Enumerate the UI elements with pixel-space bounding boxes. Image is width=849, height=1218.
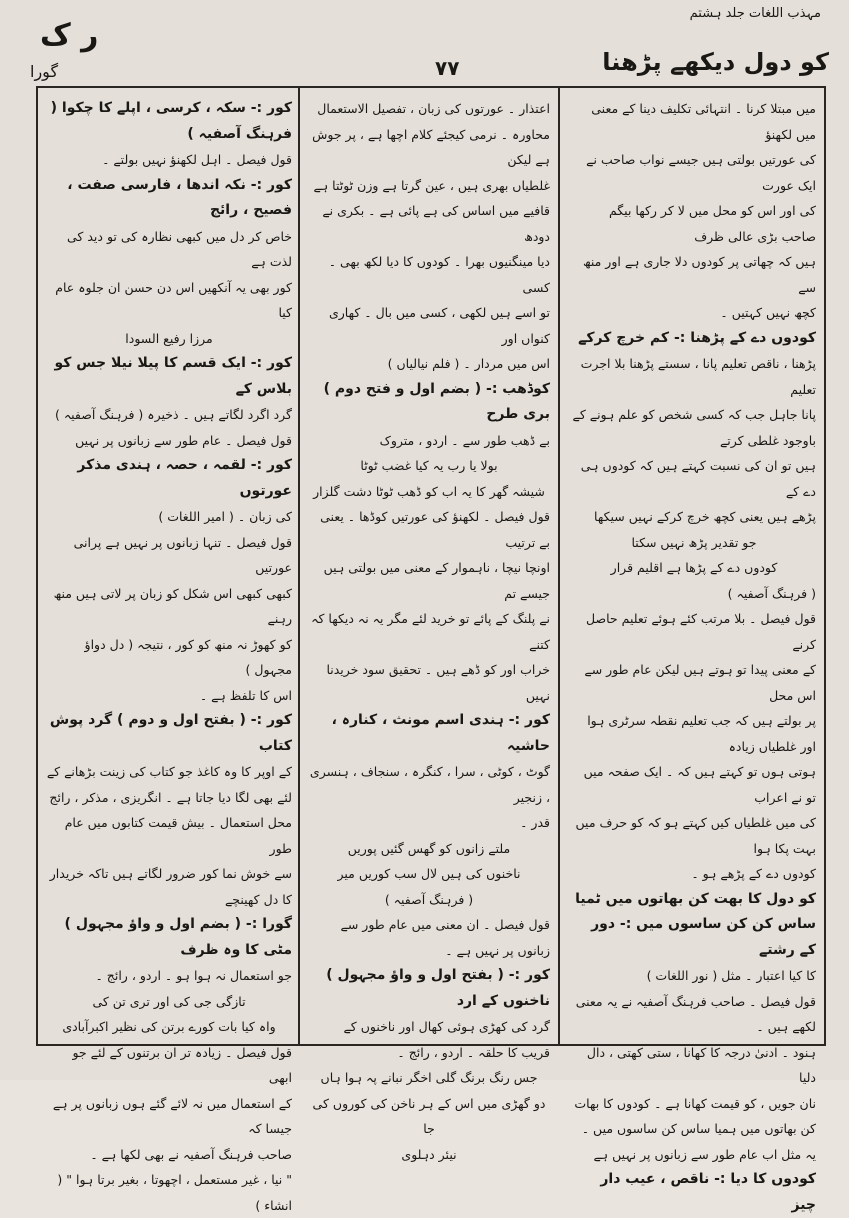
text-line: ہوتی ہوں تو کہتے ہیں کہ ۔ ایک صفحہ میں تو نے اعراب xyxy=(583,764,816,805)
verse-line: کودوں دے کے پڑھا ہے اقلیم قرار xyxy=(610,560,778,575)
verse-line: جس رنگ برنگ گلی اخگر نبانے پہ ہوا ہاں xyxy=(320,1070,538,1085)
text-line: گوٹ ، کوٹی ، سرا ، کنگرہ ، سنجاف ، ہنسری ، زنجیر xyxy=(309,764,550,805)
verse-line: دو گھڑی میں اس کے ہر ناخن کی کوروں کی جا xyxy=(312,1095,546,1136)
text-line: نان جویں ، کو قیمت کھانا ہے ۔ کودوں کا بھات xyxy=(574,1095,816,1111)
text-line: سے خوش نما کور ضرور لگاتے ہیں تاکہ خریدار xyxy=(49,866,292,881)
text-line: ہنود ۔ ادنیٰ درجہ کا کھانا ، ستی کھتی ، دال دلیا xyxy=(586,1044,816,1085)
text-line: گرد اگرد لگاتے ہیں ۔ ذخیرہ ( فرہنگ آصفیہ ) xyxy=(54,407,292,422)
text-line: محاورہ ۔ نرمی کیجئے کلام اچھا ہے ، پر جوش ہے لیکن xyxy=(312,126,550,167)
text-line: قول فیصل ۔ اہل لکھنؤ نہیں بولتے ۔ xyxy=(102,152,292,167)
headword: کوڈھب :- ( بضم اول و فتح دوم ) بری طرح xyxy=(323,380,550,422)
text-frame xyxy=(36,86,826,1213)
text-line: گرد کی کھڑی ہوئی کھال اور ناخنوں کے xyxy=(343,1019,550,1034)
text-line: کے اوپر کا وہ کاغذ جو کتاب کی زینت بڑھانے کے xyxy=(46,764,292,779)
headword: کو دول کا بھت کن بھاتوں میں ٹمیا xyxy=(575,890,816,907)
text-line: کا کیا اعتبار ۔ مثل ( نور اللغات ) xyxy=(646,968,816,983)
text-line: جو استعمال نہ ہوا ہو ۔ اردو ، رائج ۔ xyxy=(95,968,292,983)
text-line: کبھی کبھی اس شکل کو زبان پر لاتی ہیں منھ رہنے xyxy=(53,585,292,626)
headword: کور :- ہندی اسم مونث ، کنارہ ، حاشیہ xyxy=(331,712,550,754)
verse-line: شیشہ گھر کا یہ اب کو ڈھب ٹوٹا دشت گلزار xyxy=(313,483,545,499)
verse-line: بولا یا رب یہ کیا غضب ٹوٹا xyxy=(360,458,498,473)
text-line: اس میں مردار ۔ ( فلم نیالیاں ) xyxy=(387,356,550,371)
text-line: اس کا تلفظ ہے ۔ xyxy=(199,687,292,703)
verse-line: تازگی جی کی اور تری تن کی xyxy=(92,993,246,1009)
text-line: پانا جاہل جب کہ کسی شخص کو علم ہونے کے باوجود غلطی کرتے xyxy=(572,407,816,448)
text-line: لکھے ہیں ۔ xyxy=(756,1019,816,1034)
text-line: قافیے میں اساس کی ہے پائی ہے ۔ بکری نے دودھ xyxy=(322,203,550,244)
text-line: خراب اور کو ڈھے ہیں ۔ تحقیق سود خریدنا نہیں xyxy=(326,662,550,703)
page-number: ۷۷ xyxy=(435,56,460,80)
corner-letters: ر ک xyxy=(40,18,99,53)
text-line: قول فیصل ۔ زیادہ تر ان برتنوں کے لئے جو ابھی xyxy=(72,1044,292,1085)
text-line: کے معنی پیدا تو ہوتے ہیں لیکن عام طور سے اس محل xyxy=(584,662,816,703)
text-line: کی عورتیں بولتی ہیں جیسے نواب صاحب نے ایک عورت xyxy=(586,152,816,193)
column-left xyxy=(38,88,300,1213)
headword: کودوں کا دیا :- ناقص ، عیب دار چیز xyxy=(600,1171,816,1213)
headword: کور :- نکہ اندھا ، فارسی صفت ، فصیح ، رائج xyxy=(67,176,292,218)
verse-line: کور بھی یہ آنکھیں اس دن حسن ان جلوہ عام کیا xyxy=(55,279,292,320)
text-line: قول فیصل ۔ عام طور سے زبانوں پر نہیں xyxy=(75,432,292,448)
text-line: بے ڈھب طور سے ۔ اردو ، متروک xyxy=(379,432,550,448)
text-line: اعتذار ۔ عورتوں کی زبان ، تفصیل الاستعمال xyxy=(317,101,550,116)
headword: گورا :- ( بضم اول و واؤ مجہول ) مٹی کا وہ ظرف xyxy=(64,916,292,958)
headword: کور :- سکہ ، کرسی ، اپلے کا چکوا ( فرہنگ آصفیہ ) xyxy=(50,100,292,142)
headword: کودوں دے کے پڑھنا :- کم خرچ کرکے xyxy=(578,329,816,346)
text-line: کو کھوڑ نہ منھ کو کور ، نتیجہ ( دل دواؤ مجہول ) xyxy=(84,636,292,677)
running-head: مہذب اللغات جلد ہشتم xyxy=(689,6,821,21)
column-catchword: گورا xyxy=(30,62,59,81)
verse-line: جو تقدیر پڑھ نہیں سکتا xyxy=(631,534,757,550)
headword: کور :- ( بفتح اول و دوم ) گرد پوش کتاب xyxy=(49,712,292,754)
text-line: تو اسے ہیں لکھی ، کسی میں بال ۔ کھاری کنواں اور xyxy=(328,305,550,346)
text-line: صاحب فرہنگ آصفیہ نے بھی لکھا ہے ۔ xyxy=(90,1146,292,1162)
text-line: قول فیصل ۔ لکھنؤ کی عورتیں کوڈھا ۔ یعنی بے ترتیب xyxy=(320,509,550,550)
text-line: کودوں دے کے پڑھے ہو ۔ xyxy=(691,866,816,881)
text-line: کچھ نہیں کہتیں ۔ xyxy=(720,305,816,320)
text-line: پر بولتے ہیں کہ جب تعلیم نقطہ سرٹری ہوا اور غلطیاں زیادہ xyxy=(587,713,816,754)
text-line: نے پلنگ کے پائے تو خرید لئے مگر یہ نہ دیکھا کہ کتنے xyxy=(311,611,550,652)
headword: کور :- ایک قسم کا پیلا نیلا جس کو بلاس کے xyxy=(54,355,292,397)
verse-line: خاص کر دل میں کبھی نظارہ کی تو دید کی لذت ہے xyxy=(67,228,292,269)
verse-line: ملتے زانوں کو گھس گئیں پوریں xyxy=(347,840,511,856)
text-line: قول فیصل ۔ بلا مرتب کئے ہوئے تعلیم حاصل کرنے xyxy=(586,611,816,652)
text-line: یہ مثل اب عام طور سے زبانوں پر نہیں ہے xyxy=(593,1146,816,1162)
headword: کور :- لقمہ ، حصہ ، ہندی مذکر عورتوں xyxy=(77,457,292,499)
text-line: کی زبان ۔ ( امیر اللغات ) xyxy=(158,509,292,524)
headword: کور :- ( بفتح اول و واؤ مجہول ) ناخنوں کے ارد xyxy=(326,967,550,1009)
text-line: ہیں کہ چھاتی پر کودوں دلا جاری ہے اور منھ سے xyxy=(582,254,816,295)
text-line: اونچا نیچا ، ناہموار کے معنی میں بولتی ہیں جیسے تم xyxy=(323,560,550,601)
text-line: پڑھے ہیں یعنی کچھ خرچ کرکے نہیں سیکھا xyxy=(594,509,816,524)
text-line: محل استعمال ۔ بیش قیمت کتابوں میں عام طور xyxy=(64,815,292,856)
headword: ساس کن کن ساسوں میں :- دور کے رشتے xyxy=(591,916,816,958)
text-line: کن بھاتوں میں ہمیا ساس کن ساسوں میں ۔ xyxy=(581,1121,816,1136)
poet-name: مرزا رفیع السودا xyxy=(125,330,213,346)
text-line: کی اور اس کو محل میں لا کر رکھا بیگم صاحب بڑی عالی ظرف xyxy=(608,203,816,244)
verse-line: واہ کیا بات کورے برتن کی نظیر اکبرآبادی xyxy=(62,1019,276,1034)
text-line: پڑھنا ، ناقص تعلیم پانا ، سستے پڑھنا بلا اجرت تعلیم xyxy=(580,356,816,397)
verse-line: ناخنوں کی ہیں لال سب کوریں میر xyxy=(337,866,521,881)
text-line: قول فیصل ۔ صاحب فرہنگ آصفیہ نے یہ معنی xyxy=(575,993,816,1009)
text-line: لئے بھی لگا دیا جاتا ہے ۔ انگریزی ، مذکر ، رائج xyxy=(49,789,292,805)
text-line: میں مبتلا کرنا ۔ انتہائی تکلیف دینا کے معنی میں لکھنؤ xyxy=(591,101,816,142)
poet-name: نیئر دہلوی xyxy=(401,1146,457,1162)
text-line: قریب کا حلقہ ۔ اردو ، رائج ۔ xyxy=(397,1044,550,1060)
text-line: قول فیصل ۔ تنہا زبانوں پر نہیں ہے پرانی عورتیں xyxy=(73,534,292,575)
text-line: ہیں تو ان کی نسبت کہتے ہیں کہ کودوں ہی دے کے xyxy=(580,458,816,499)
text-line: کا دل کھینچے xyxy=(224,891,292,907)
text-line: قدر ۔ xyxy=(520,815,550,830)
text-line: قول فیصل ۔ ان معنی میں عام طور سے xyxy=(340,917,550,932)
text-line: زبانوں پر نہیں ہے ۔ xyxy=(445,942,550,958)
citation: ( فرہنگ آصفیہ ) xyxy=(727,585,816,601)
text-line: " نیا ، غیر مستعمل ، اچھوتا ، بغیر برتا ہوا " ( انشاء ) xyxy=(57,1172,292,1213)
text-line: غلطیاں بھری ہیں ، عین گرتا ہے وزن ٹوٹتا ہے xyxy=(313,177,550,193)
text-line: کی میں غلطیاں کیں کہتے ہو کہ کو حرف میں بہت پکا ہوا xyxy=(575,815,816,856)
column-right xyxy=(564,88,824,1213)
column-middle xyxy=(298,88,560,1162)
heading-row xyxy=(30,48,829,88)
text-line: دیا مینگنیوں بھرا ۔ کودوں کا دیا لکھ بھی ۔ کسی xyxy=(328,254,550,295)
text-line: کے استعمال میں نہ لائے گئے ہوں زبانوں پر ہے جیسا کہ xyxy=(52,1095,292,1136)
citation: ( فرہنگ آصفیہ ) xyxy=(384,891,474,907)
entry-title: کو دول دیکھے پڑھنا xyxy=(602,48,829,76)
